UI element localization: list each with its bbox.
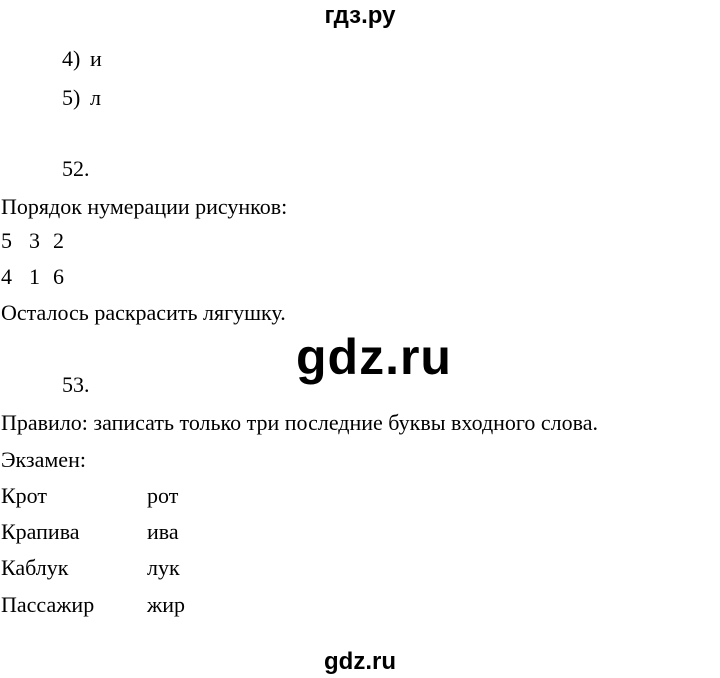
answer-letter: и bbox=[90, 46, 102, 71]
input-word: Пассажир bbox=[1, 592, 95, 617]
grid-cell: 2 bbox=[53, 228, 64, 253]
task-53-exam-label: Экзамен: bbox=[1, 447, 86, 472]
watermark-bottom: gdz.ru bbox=[324, 648, 396, 675]
grid-cell: 6 bbox=[53, 264, 64, 289]
task-52-heading: Порядок нумерации рисунков: bbox=[1, 194, 288, 219]
watermark-top: гдз.ру bbox=[324, 2, 396, 29]
input-word: Крот bbox=[1, 483, 47, 508]
task-53-rule: Правило: записать только три последние буквы входного слова. bbox=[1, 410, 598, 435]
output-word: ива bbox=[147, 519, 179, 544]
output-word: жир bbox=[147, 592, 185, 617]
task-52-conclusion: Осталось раскрасить лягушку. bbox=[1, 300, 286, 325]
answer-label: 5) bbox=[62, 85, 81, 110]
answer-label: 4) bbox=[62, 46, 81, 71]
task-52-number: 52. bbox=[62, 156, 90, 181]
task-53-number: 53. bbox=[62, 372, 90, 397]
watermark-middle: gdz.ru bbox=[296, 329, 452, 385]
input-word: Крапива bbox=[1, 519, 80, 544]
grid-cell: 1 bbox=[29, 264, 40, 289]
input-word: Каблук bbox=[1, 555, 69, 580]
answer-letter: л bbox=[90, 85, 101, 110]
grid-cell: 5 bbox=[1, 228, 12, 253]
grid-cell: 3 bbox=[29, 228, 40, 253]
output-word: рот bbox=[147, 483, 179, 508]
grid-cell: 4 bbox=[1, 264, 12, 289]
output-word: лук bbox=[147, 555, 180, 580]
